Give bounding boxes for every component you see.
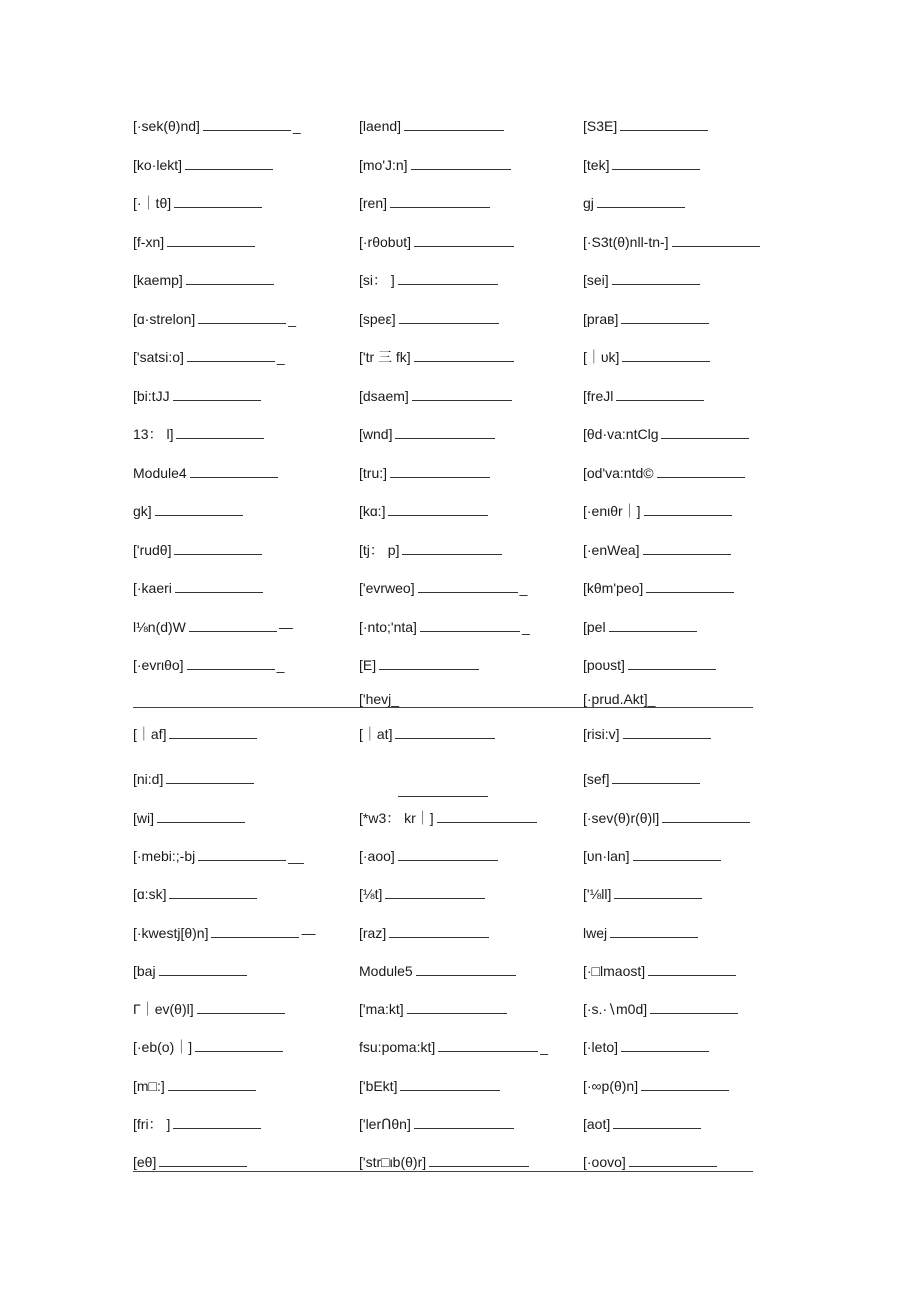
answer-blank[interactable] <box>400 1076 500 1091</box>
phonetic-text: [sef] <box>583 771 610 788</box>
entry-cell <box>133 461 278 485</box>
answer-blank[interactable] <box>398 846 498 861</box>
entry-cell <box>359 191 490 215</box>
answer-blank[interactable] <box>616 386 704 401</box>
tail-mark: _ <box>540 1039 549 1056</box>
entry-cell <box>133 921 315 945</box>
phonetic-text: [speε] <box>359 310 396 327</box>
entry-cell <box>583 153 700 177</box>
answer-blank[interactable] <box>610 923 698 938</box>
answer-blank[interactable] <box>159 1152 247 1167</box>
answer-blank[interactable] <box>414 1114 514 1129</box>
tail-mark: — <box>301 924 316 941</box>
answer-blank[interactable] <box>169 884 257 899</box>
answer-blank[interactable] <box>174 193 262 208</box>
phonetic-text: ['str□ιb(θ)r] <box>359 1154 427 1171</box>
answer-blank[interactable] <box>173 386 261 401</box>
tail-mark: _ <box>292 118 301 134</box>
entry-cell <box>583 461 745 485</box>
entry-cell <box>133 153 273 177</box>
phonetic-text: [·mebi:;-bj <box>133 847 196 864</box>
worksheet-row <box>0 230 920 254</box>
phonetic-text: ['rudθ] <box>133 541 172 558</box>
phonetic-text: [f-xn] <box>133 233 165 250</box>
phonetic-text: ['bEkt] <box>359 1077 398 1094</box>
phonetic-text: [m□:] <box>133 1077 165 1094</box>
phonetic-text: [｜at] <box>359 726 393 742</box>
answer-blank[interactable] <box>641 1076 729 1091</box>
entry-cell <box>133 499 243 523</box>
answer-blank[interactable] <box>186 270 274 285</box>
answer-blank[interactable] <box>648 961 736 976</box>
entry-cell <box>133 1074 256 1098</box>
entry-cell <box>359 576 527 600</box>
entry-cell <box>133 384 261 408</box>
entry-cell <box>133 538 262 562</box>
entry-cell <box>583 882 702 906</box>
phonetic-text: [laend] <box>359 118 402 134</box>
answer-blank[interactable] <box>189 617 277 632</box>
worksheet-row <box>0 1112 920 1136</box>
phonetic-text: [·s.·∖m0d] <box>583 1001 648 1018</box>
entry-cell <box>133 345 285 369</box>
phonetic-text: [·enιθr｜] <box>583 503 641 519</box>
answer-blank[interactable] <box>414 347 514 362</box>
worksheet-row <box>0 806 920 830</box>
phonetic-text: [sei] <box>583 272 609 288</box>
entry-cell <box>359 653 479 677</box>
worksheet-row <box>0 1074 920 1098</box>
entry-cell <box>359 384 512 408</box>
answer-blank[interactable] <box>198 846 286 861</box>
phonetic-text: 13： l] <box>133 426 174 442</box>
entry-cell <box>359 921 489 945</box>
phonetic-text: [*w3： kr｜] <box>359 809 434 826</box>
answer-blank[interactable] <box>411 155 511 170</box>
worksheet-row <box>0 153 920 177</box>
answer-blank[interactable] <box>176 424 264 439</box>
phonetic-text: [·kaeri <box>133 580 172 596</box>
answer-blank[interactable] <box>420 617 520 632</box>
phonetic-text: [ko·lekt] <box>133 156 183 173</box>
phonetic-text: Γ｜ev(θ)l] <box>133 1001 194 1018</box>
entry-cell <box>583 114 708 138</box>
phonetic-text: ['tr 三 fk] <box>359 349 411 365</box>
phonetic-text: [·eb(o)｜] <box>133 1039 193 1056</box>
answer-blank[interactable] <box>390 463 490 478</box>
phonetic-text: [·sek(θ)nd] <box>133 118 200 134</box>
entry-cell <box>133 114 301 138</box>
phonetic-text: [kaemp] <box>133 272 183 288</box>
answer-blank[interactable] <box>657 463 745 478</box>
phonetic-text: [·enWea] <box>583 541 640 558</box>
phonetic-text: [si： ] <box>359 272 395 288</box>
phonetic-text: fsu:poma:kt] <box>359 1039 436 1056</box>
phonetic-text: ['lerՈθn] <box>359 1116 411 1132</box>
entry-cell <box>583 345 710 369</box>
answer-blank[interactable] <box>662 808 750 823</box>
answer-blank[interactable] <box>629 1152 717 1167</box>
phonetic-text: ['evrweo] <box>359 580 415 596</box>
answer-blank[interactable] <box>168 1076 256 1091</box>
worksheet-row <box>0 345 920 369</box>
divider-line <box>133 707 753 708</box>
answer-blank[interactable] <box>614 884 702 899</box>
answer-blank[interactable] <box>612 155 700 170</box>
entry-cell <box>359 153 511 177</box>
tail-mark: _ <box>276 657 285 673</box>
answer-blank[interactable] <box>167 232 255 247</box>
phonetic-text: [wnd] <box>359 426 393 442</box>
answer-blank[interactable] <box>412 386 512 401</box>
answer-blank[interactable] <box>155 501 243 516</box>
answer-blank[interactable] <box>395 724 495 739</box>
phonetic-text: [risi:v] <box>583 726 620 742</box>
entry-cell <box>583 959 736 983</box>
answer-blank[interactable] <box>628 655 716 670</box>
phonetic-text: [·rθobυt] <box>359 233 412 250</box>
entry-cell <box>133 1035 283 1059</box>
phonetic-text: [wi] <box>133 809 154 826</box>
answer-blank[interactable] <box>198 309 286 324</box>
entry-cell <box>359 997 507 1021</box>
phonetic-text: [tru:] <box>359 464 388 481</box>
tail-mark: __ <box>288 847 304 864</box>
tail-mark: _ <box>276 349 285 365</box>
entry-cell <box>583 422 749 446</box>
entry-cell <box>359 461 490 485</box>
worksheet-row <box>0 1035 920 1059</box>
phonetic-text: [poυst] <box>583 657 625 673</box>
entry-cell <box>133 268 274 292</box>
answer-blank[interactable] <box>623 724 711 739</box>
phonetic-text: [raz] <box>359 924 387 941</box>
phonetic-text: [·kwestj[θ)n] <box>133 924 209 941</box>
phonetic-text: [pel <box>583 618 606 635</box>
phonetic-text: [ni:d] <box>133 771 164 788</box>
answer-blank[interactable] <box>211 923 299 938</box>
entry-cell <box>583 806 750 830</box>
entry-cell <box>359 345 514 369</box>
answer-blank[interactable] <box>644 501 732 516</box>
answer-blank[interactable] <box>597 193 685 208</box>
entry-cell <box>133 230 255 254</box>
entry-cell <box>359 1035 548 1059</box>
entry-cell <box>133 767 254 791</box>
entry-cell <box>133 653 284 677</box>
phonetic-text: [·sev(θ)r(θ)l] <box>583 809 660 826</box>
worksheet-row <box>0 882 920 906</box>
entry-cell <box>359 268 498 292</box>
phonetic-text: [⅛t] <box>359 886 383 903</box>
answer-blank[interactable] <box>173 1114 261 1129</box>
phonetic-text: gk] <box>133 503 152 519</box>
phonetic-text: [υn·lan] <box>583 847 630 864</box>
answer-blank[interactable] <box>187 655 275 670</box>
worksheet-row <box>0 499 920 523</box>
entry-cell <box>583 576 734 600</box>
phonetic-text: [tek] <box>583 156 610 173</box>
entry-cell <box>359 844 498 868</box>
phonetic-text: [eθ] <box>133 1154 157 1171</box>
entry-cell <box>359 307 499 331</box>
phonetic-text: [bi:tJJ <box>133 387 170 404</box>
worksheet-row <box>0 538 920 562</box>
answer-blank[interactable] <box>398 270 498 285</box>
answer-blank[interactable] <box>414 232 514 247</box>
entry-cell <box>583 384 704 408</box>
entry-cell <box>359 538 502 562</box>
worksheet-row <box>0 767 920 791</box>
answer-blank[interactable] <box>385 884 485 899</box>
answer-blank[interactable] <box>621 1037 709 1052</box>
entry-cell <box>583 722 711 746</box>
entry-cell <box>133 576 263 600</box>
entry-cell <box>133 844 304 868</box>
entry-cell <box>583 1112 701 1136</box>
answer-blank[interactable] <box>621 309 709 324</box>
phonetic-text: ['ma:kt] <box>359 1001 404 1018</box>
answer-blank[interactable] <box>185 155 273 170</box>
entry-cell <box>359 114 504 138</box>
entry-cell <box>133 615 293 639</box>
phonetic-text: [fri： ] <box>133 1116 171 1132</box>
answer-blank[interactable] <box>418 578 518 593</box>
entry-cell <box>583 1074 729 1098</box>
phonetic-text: [·S3t(θ)nll-tn-] <box>583 233 669 250</box>
worksheet-row <box>0 191 920 215</box>
answer-blank[interactable] <box>437 808 537 823</box>
answer-blank[interactable] <box>157 808 245 823</box>
phonetic-text: [kɑ:] <box>359 503 386 519</box>
entry-cell <box>359 722 495 746</box>
phonetic-text: [ren] <box>359 195 388 211</box>
answer-blank[interactable] <box>402 540 502 555</box>
entry-cell <box>359 806 537 830</box>
entry-cell <box>359 499 488 523</box>
answer-blank[interactable] <box>672 232 760 247</box>
entry-cell <box>133 722 257 746</box>
worksheet-row <box>0 461 920 485</box>
worksheet-row <box>0 921 920 945</box>
entry-cell <box>359 1112 514 1136</box>
entry-cell <box>133 959 247 983</box>
entry-cell <box>133 422 264 446</box>
phonetic-text: [·evrιθo] <box>133 657 184 673</box>
answer-blank[interactable] <box>395 424 495 439</box>
entry-cell <box>133 1112 261 1136</box>
phonetic-text: [ɑ·strelon] <box>133 310 196 327</box>
answer-blank[interactable] <box>650 999 738 1014</box>
entry-cell <box>359 1074 500 1098</box>
answer-blank[interactable] <box>416 961 516 976</box>
phonetic-text: [｜υk] <box>583 349 620 365</box>
phonetic-text: [·aoo] <box>359 847 395 864</box>
phonetic-text: [dsaem] <box>359 387 409 404</box>
entry-cell <box>583 997 738 1021</box>
worksheet-row <box>0 422 920 446</box>
entry-cell <box>583 191 685 215</box>
answer-blank[interactable] <box>166 769 254 784</box>
answer-blank[interactable] <box>398 796 488 797</box>
entry-cell <box>583 921 698 945</box>
phonetic-text: [·leto] <box>583 1039 619 1056</box>
phonetic-text: [E] <box>359 657 377 673</box>
entry-cell <box>583 653 716 677</box>
phonetic-text: [·｜tθ] <box>133 195 172 211</box>
entry-cell <box>133 191 262 215</box>
answer-blank[interactable] <box>661 424 749 439</box>
entry-cell <box>359 882 485 906</box>
worksheet-row <box>0 307 920 331</box>
phonetic-text: [·oovo] <box>583 1154 626 1171</box>
phonetic-text: [aot] <box>583 1116 611 1132</box>
entry-cell <box>583 499 732 523</box>
entry-cell <box>583 307 709 331</box>
phonetic-text: lwej <box>583 924 608 941</box>
phonetic-text: [·∞p(θ)n] <box>583 1077 639 1094</box>
entry-cell <box>583 615 697 639</box>
phonetic-text: l⅛n(d)W <box>133 618 186 635</box>
entry-cell <box>133 307 296 331</box>
entry-cell <box>583 230 760 254</box>
phonetic-text: ['hevj_ <box>359 691 400 707</box>
answer-blank[interactable] <box>622 347 710 362</box>
entry-cell <box>583 844 721 868</box>
answer-blank[interactable] <box>613 1114 701 1129</box>
tail-mark: _ <box>521 618 530 635</box>
phonetic-text: [kθm'peo] <box>583 580 644 596</box>
answer-blank[interactable] <box>174 540 262 555</box>
phonetic-text: [S3E] <box>583 118 618 134</box>
entry-cell <box>583 538 731 562</box>
answer-blank[interactable] <box>438 1037 538 1052</box>
answer-blank[interactable] <box>169 724 257 739</box>
answer-blank[interactable] <box>187 347 275 362</box>
answer-blank[interactable] <box>388 501 488 516</box>
worksheet-row <box>0 576 920 600</box>
worksheet-row <box>0 997 920 1021</box>
answer-blank[interactable] <box>646 578 734 593</box>
phonetic-text: ['⅛ll] <box>583 886 612 903</box>
answer-blank[interactable] <box>612 769 700 784</box>
answer-blank[interactable] <box>643 540 731 555</box>
phonetic-text: [tj： p] <box>359 541 400 558</box>
entry-cell <box>359 230 514 254</box>
phonetic-text: [baj <box>133 962 156 979</box>
entry-cell <box>359 615 530 639</box>
bottom-line <box>133 1171 753 1172</box>
answer-blank[interactable] <box>195 1037 283 1052</box>
entry-cell <box>133 997 285 1021</box>
worksheet-row <box>0 844 920 868</box>
worksheet-row <box>0 959 920 983</box>
tail-mark: _ <box>288 310 297 327</box>
answer-blank[interactable] <box>404 116 504 131</box>
answer-blank[interactable] <box>203 116 291 131</box>
answer-blank[interactable] <box>407 999 507 1014</box>
phonetic-text: [·nto;'nta] <box>359 618 417 635</box>
answer-blank[interactable] <box>197 999 285 1014</box>
phonetic-text: [ɑ:sk] <box>133 886 167 903</box>
answer-blank[interactable] <box>390 193 490 208</box>
answer-blank[interactable] <box>379 655 479 670</box>
phonetic-text: [praʙ] <box>583 310 619 327</box>
answer-blank[interactable] <box>609 617 697 632</box>
answer-blank[interactable] <box>399 309 499 324</box>
phonetic-text: [mo'J:n] <box>359 156 408 173</box>
phonetic-text: [·prud.Akt]_ <box>583 691 656 707</box>
tail-mark: _ <box>519 580 528 596</box>
worksheet-row <box>0 653 920 677</box>
entry-cell <box>133 882 257 906</box>
entry-cell <box>359 959 516 983</box>
answer-blank[interactable] <box>190 463 278 478</box>
answer-blank[interactable] <box>389 923 489 938</box>
entry-cell <box>583 767 700 791</box>
phonetic-text: ['satsi:o] <box>133 349 184 365</box>
worksheet-row <box>0 615 920 639</box>
worksheet-row <box>0 268 920 292</box>
answer-blank[interactable] <box>633 846 721 861</box>
tail-mark: — <box>278 618 293 635</box>
phonetic-text: [freJl <box>583 387 614 404</box>
worksheet-row <box>0 384 920 408</box>
worksheet-row <box>0 722 920 746</box>
answer-blank[interactable] <box>620 116 708 131</box>
worksheet-row <box>0 114 920 138</box>
answer-blank[interactable] <box>429 1152 529 1167</box>
entry-cell <box>359 422 495 446</box>
entry-cell <box>583 268 700 292</box>
entry-cell <box>583 1035 709 1059</box>
phonetic-text: [·□lmaost] <box>583 962 646 979</box>
phonetic-text: [｜af] <box>133 726 167 742</box>
answer-blank[interactable] <box>175 578 263 593</box>
phonetic-text: [od'va:ntd© <box>583 464 654 481</box>
answer-blank[interactable] <box>612 270 700 285</box>
answer-blank[interactable] <box>159 961 247 976</box>
phonetic-text: Module5 <box>359 962 413 979</box>
entry-cell <box>133 806 245 830</box>
phonetic-text: gj <box>583 195 594 211</box>
phonetic-text: Module4 <box>133 464 187 481</box>
phonetic-text: [θd·va:ntClg <box>583 426 659 442</box>
